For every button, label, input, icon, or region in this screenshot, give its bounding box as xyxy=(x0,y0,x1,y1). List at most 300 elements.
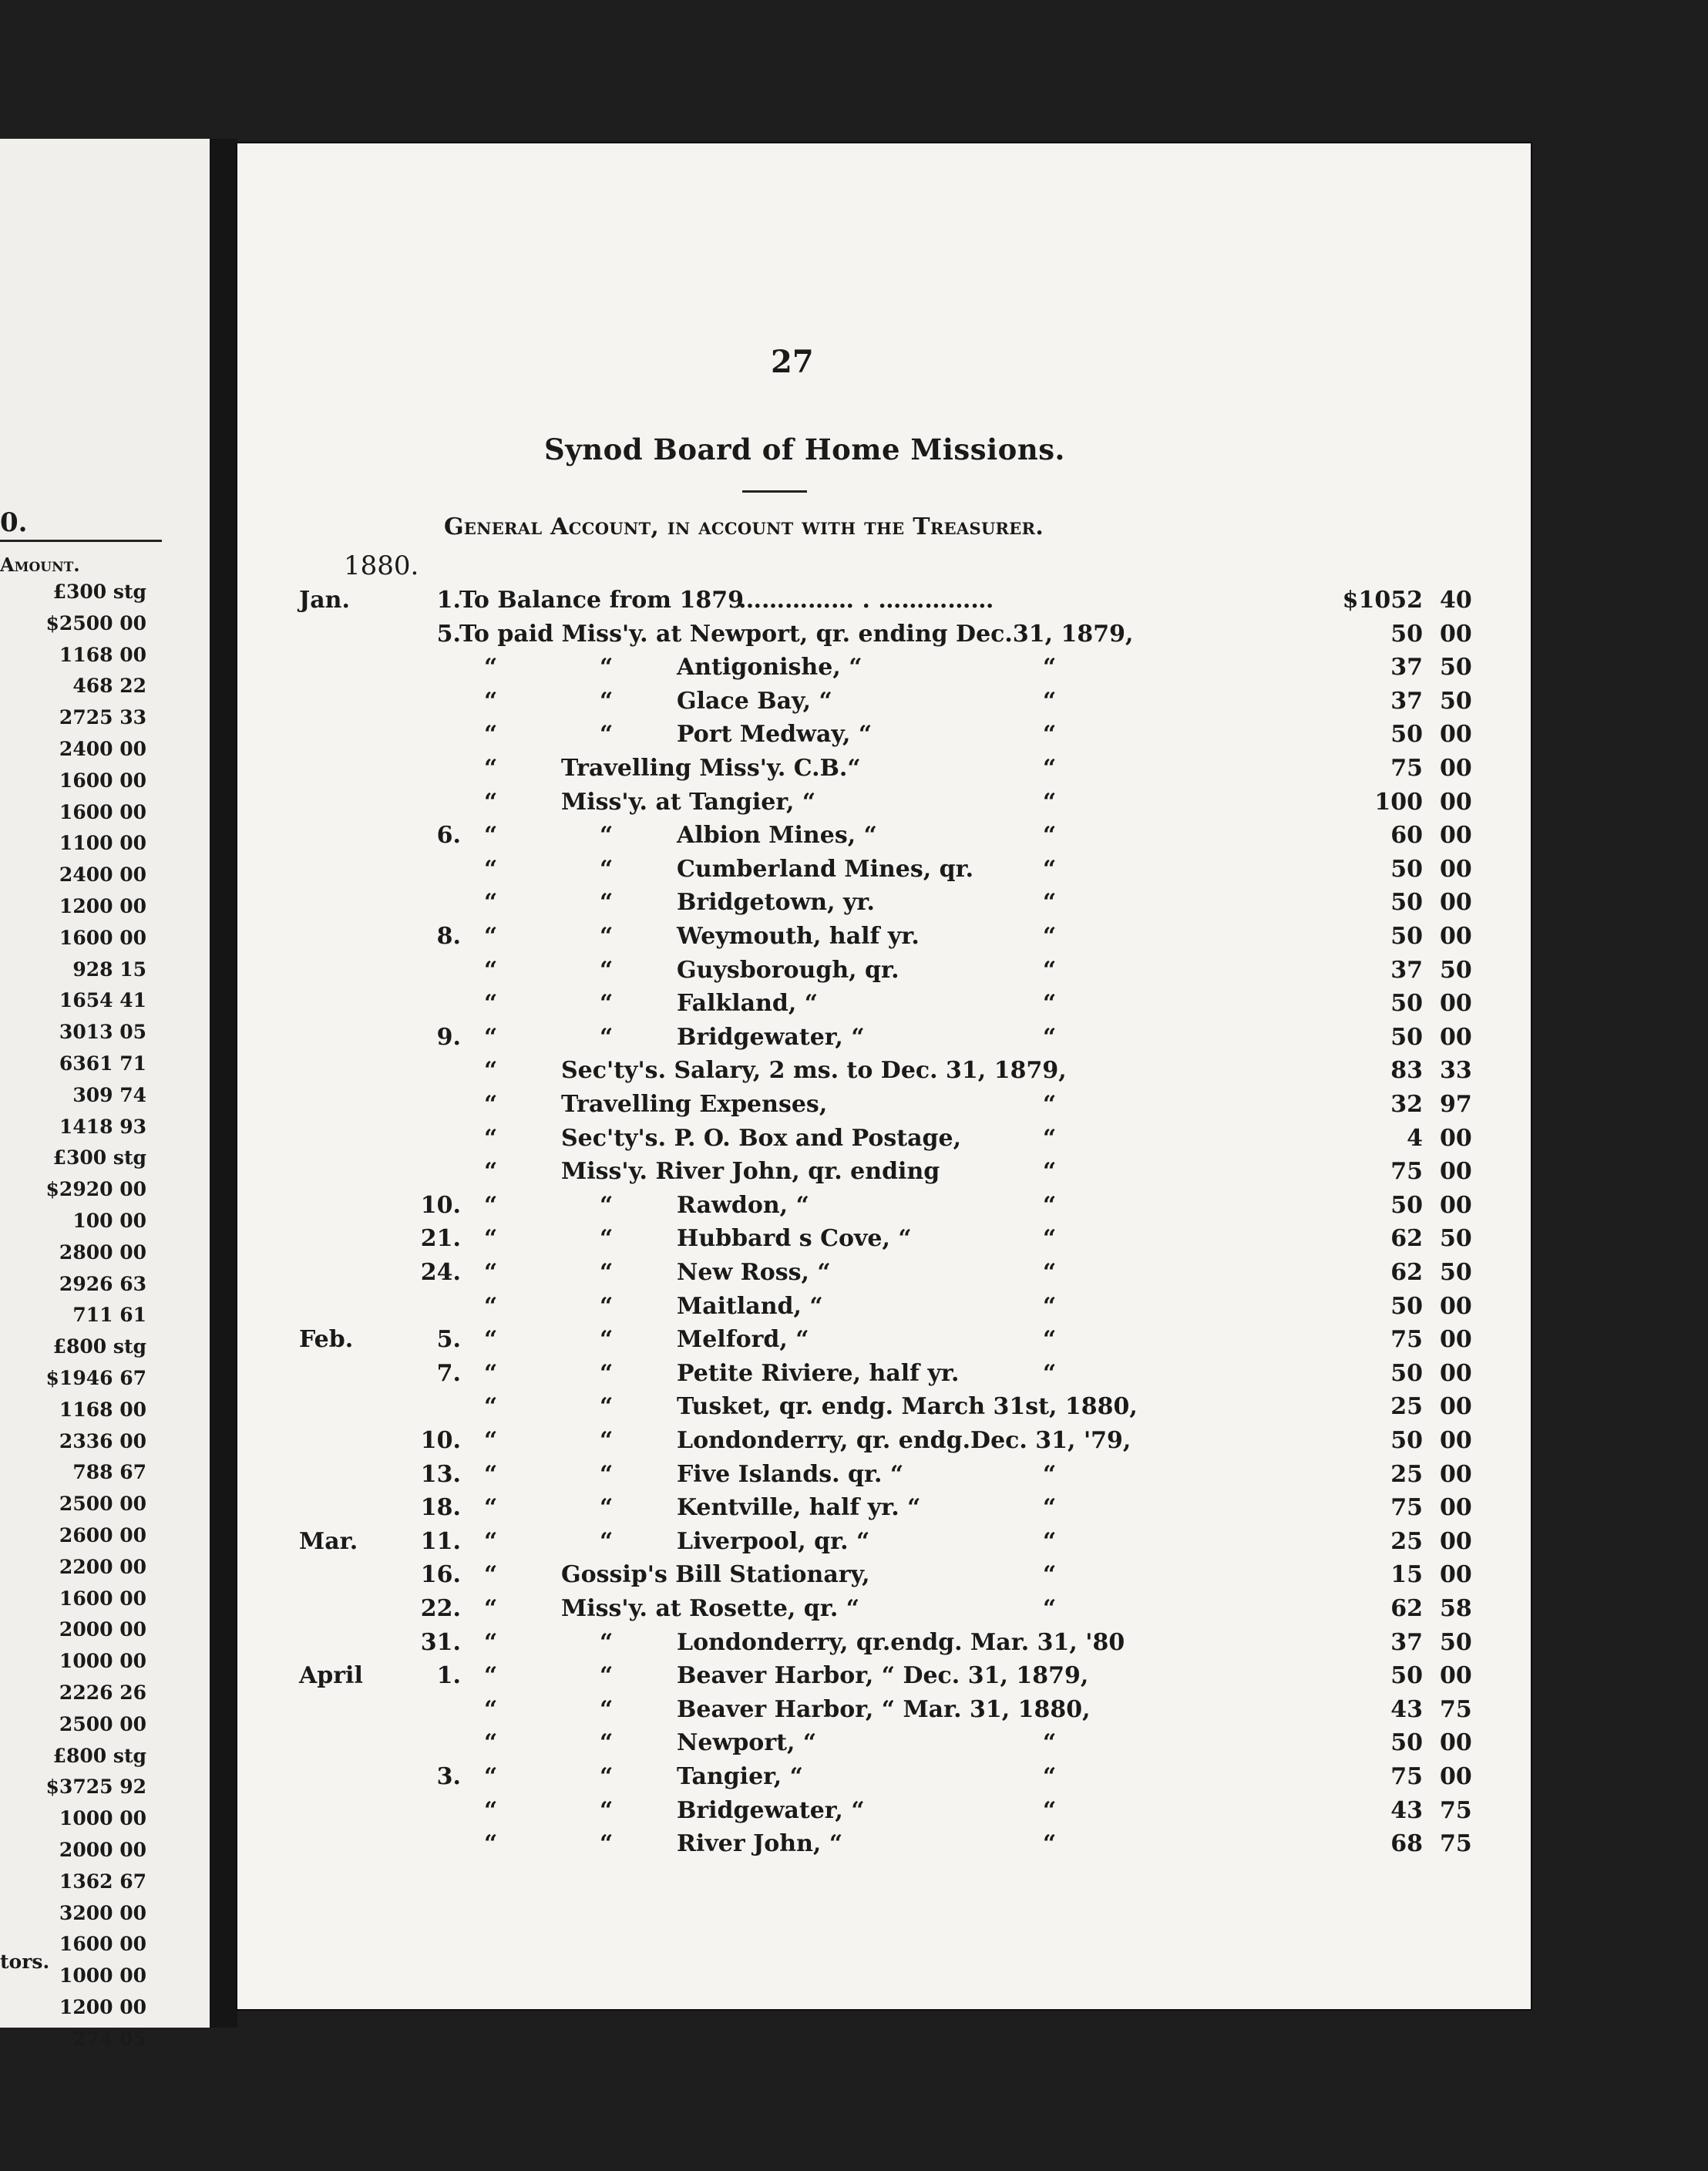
entry-day: 10. xyxy=(420,1427,461,1454)
entry-description: Miss'y. at Tangier, “ xyxy=(561,788,816,816)
ditto-mark: “ xyxy=(1043,687,1057,715)
amount-cents: 00 xyxy=(1440,755,1472,782)
ditto-mark: “ xyxy=(1043,721,1057,749)
entry-description: Londonderry, qr.endg. Mar. 31, '80 xyxy=(677,1628,1125,1656)
entry-month: April xyxy=(299,1662,363,1690)
ditto-mark: “ xyxy=(484,1527,498,1555)
ledger-row xyxy=(237,1729,1531,1762)
entry-day: 18. xyxy=(420,1494,461,1522)
amount-dollars: $1052 xyxy=(1342,587,1423,614)
left-page-amount: 1200 00 xyxy=(59,1996,146,2018)
left-page-amount: 711 61 xyxy=(72,1304,146,1327)
ledger-row xyxy=(237,1696,1531,1728)
ledger-row xyxy=(237,1595,1531,1627)
ditto-mark: “ xyxy=(600,654,614,682)
amount-dollars: 75 xyxy=(1390,755,1423,782)
entry-description: Beaver Harbor, “ Dec. 31, 1879, xyxy=(677,1662,1089,1690)
left-page-amount: $2920 00 xyxy=(45,1178,146,1201)
ditto-mark: “ xyxy=(1043,990,1057,1018)
left-page-amount: 928 15 xyxy=(72,958,146,981)
ditto-mark: “ xyxy=(1043,1494,1057,1522)
ditto-mark: “ xyxy=(484,822,498,850)
ditto-mark: “ xyxy=(484,1494,498,1522)
ditto-mark: “ xyxy=(484,1695,498,1723)
left-page-amount: 1200 00 xyxy=(59,895,146,917)
entry-description: River John, “ xyxy=(677,1830,843,1858)
left-page-amount: £800 stg xyxy=(52,1744,146,1767)
amount-cents: 00 xyxy=(1440,721,1472,749)
ditto-mark: “ xyxy=(484,721,498,749)
ditto-mark: “ xyxy=(600,1527,614,1555)
ledger-row xyxy=(237,1225,1531,1257)
amount-cents: 00 xyxy=(1440,1191,1472,1219)
ledger-row xyxy=(237,755,1531,787)
entry-description: Sec'ty's. P. O. Box and Postage, xyxy=(561,1124,962,1152)
amount-dollars: 25 xyxy=(1390,1527,1423,1555)
ditto-mark: “ xyxy=(1043,1763,1057,1790)
entry-description: Hubbard s Cove, “ xyxy=(677,1225,912,1253)
entry-day: 5. xyxy=(436,1326,461,1354)
ditto-mark: “ xyxy=(484,1191,498,1219)
left-page-amount: 2000 00 xyxy=(59,1618,146,1641)
left-page-amount: 2500 00 xyxy=(59,1712,146,1735)
ledger-row xyxy=(237,1057,1531,1089)
ledger-row xyxy=(237,1393,1531,1425)
ditto-mark: “ xyxy=(484,855,498,883)
amount-cents: 97 xyxy=(1440,1091,1472,1118)
amount-cents: 00 xyxy=(1440,1124,1472,1152)
ditto-mark: “ xyxy=(484,1124,498,1152)
amount-dollars: 32 xyxy=(1390,1091,1423,1118)
ditto-mark: “ xyxy=(1043,956,1057,984)
book-gutter xyxy=(210,139,237,2028)
ledger-row xyxy=(237,856,1531,888)
ditto-mark: “ xyxy=(484,1259,498,1286)
ditto-mark: “ xyxy=(484,788,498,816)
entry-description: Petite Riviere, half yr. xyxy=(677,1359,960,1387)
ditto-mark: “ xyxy=(1043,1729,1057,1757)
left-page-amount: 2600 00 xyxy=(59,1524,146,1547)
ditto-mark: “ xyxy=(484,1830,498,1858)
ditto-mark: “ xyxy=(484,1393,498,1421)
amount-cents: 00 xyxy=(1440,788,1472,816)
amount-cents: 00 xyxy=(1440,822,1472,850)
left-page-amount: $1946 67 xyxy=(45,1367,146,1389)
ledger-row xyxy=(237,721,1531,753)
ditto-mark: “ xyxy=(484,1158,498,1186)
page-number: 27 xyxy=(771,344,814,380)
ditto-mark: “ xyxy=(484,956,498,984)
amount-dollars: 62 xyxy=(1390,1225,1423,1253)
amount-cents: 00 xyxy=(1440,855,1472,883)
entry-day: 21. xyxy=(420,1225,461,1253)
left-page-amount: 2200 00 xyxy=(59,1555,146,1578)
ditto-mark: “ xyxy=(484,1023,498,1051)
amount-dollars: 50 xyxy=(1390,1427,1423,1454)
entry-text: To paid Miss'y. at Newport, qr. ending Dec.31, 1879, xyxy=(459,620,1134,648)
ditto-mark: “ xyxy=(600,1695,614,1723)
left-page-amount: 3200 00 xyxy=(59,1901,146,1924)
amount-cents: 75 xyxy=(1440,1830,1472,1858)
ditto-mark: “ xyxy=(1043,788,1057,816)
amount-dollars: 60 xyxy=(1390,822,1423,850)
entry-day: 1. xyxy=(436,1662,461,1690)
ditto-mark: “ xyxy=(600,822,614,850)
entry-description: Bridgewater, “ xyxy=(677,1796,865,1824)
ditto-mark: “ xyxy=(484,687,498,715)
ditto-mark: “ xyxy=(600,1191,614,1219)
page xyxy=(237,143,1531,2009)
amount-cents: 50 xyxy=(1440,1225,1472,1253)
left-page-amount: 1418 93 xyxy=(59,1115,146,1138)
amount-dollars: 62 xyxy=(1390,1259,1423,1286)
amount-dollars: 25 xyxy=(1390,1460,1423,1488)
ditto-mark: “ xyxy=(1043,1561,1057,1589)
ditto-mark: “ xyxy=(600,956,614,984)
entry-description: Gossip's Bill Stationary, xyxy=(561,1561,870,1589)
left-page-amount: 1600 00 xyxy=(59,769,146,792)
ditto-mark: “ xyxy=(600,1292,614,1320)
ledger-row xyxy=(237,1125,1531,1157)
amount-cents: 50 xyxy=(1440,687,1472,715)
amount-dollars: 50 xyxy=(1390,1662,1423,1690)
left-page-amount: 1600 00 xyxy=(59,800,146,823)
amount-cents: 00 xyxy=(1440,1023,1472,1051)
ditto-mark: “ xyxy=(600,1359,614,1387)
entry-day: 31. xyxy=(420,1628,461,1656)
entry-description: Londonderry, qr. endg.Dec. 31, '79, xyxy=(677,1427,1131,1454)
entry-day: 22. xyxy=(420,1595,461,1622)
amount-cents: 00 xyxy=(1440,889,1472,917)
amount-dollars: 4 xyxy=(1407,1124,1423,1152)
amount-dollars: 37 xyxy=(1390,654,1423,682)
left-page-fragment xyxy=(0,139,210,2050)
ditto-mark: “ xyxy=(1043,855,1057,883)
left-page-amount: 1000 00 xyxy=(59,1964,146,1988)
ditto-mark: “ xyxy=(484,1057,498,1085)
amount-dollars: 50 xyxy=(1390,1023,1423,1051)
amount-dollars: 50 xyxy=(1390,1191,1423,1219)
ditto-mark: “ xyxy=(1043,1023,1057,1051)
ledger-row xyxy=(237,789,1531,821)
entry-description: Weymouth, half yr. xyxy=(677,923,920,950)
left-page-amount: 2400 00 xyxy=(59,863,146,887)
ledger-row xyxy=(237,889,1531,921)
amount-cents: 50 xyxy=(1440,654,1472,682)
amount-cents: 00 xyxy=(1440,1494,1472,1522)
left-page-amount: 788 67 xyxy=(72,1461,146,1484)
entry-description: Glace Bay, “ xyxy=(677,687,832,715)
ditto-mark: “ xyxy=(1043,1158,1057,1186)
amount-cents: 00 xyxy=(1440,1460,1472,1488)
ditto-mark: “ xyxy=(600,687,614,715)
ledger-row xyxy=(237,1293,1531,1325)
entry-description: New Ross, “ xyxy=(677,1259,831,1286)
entry-description: Tangier, “ xyxy=(677,1763,803,1790)
amount-dollars: 83 xyxy=(1390,1057,1423,1085)
ditto-mark: “ xyxy=(1043,889,1057,917)
amount-cents: 00 xyxy=(1440,1292,1472,1320)
ditto-mark: “ xyxy=(600,1628,614,1656)
entry-text: To Balance from 1879 xyxy=(459,587,744,614)
amount-dollars: 75 xyxy=(1390,1326,1423,1354)
ditto-mark: “ xyxy=(484,1763,498,1790)
amount-dollars: 50 xyxy=(1390,1359,1423,1387)
amount-dollars: 15 xyxy=(1390,1561,1423,1589)
entry-day: 9. xyxy=(436,1023,461,1051)
amount-cents: 00 xyxy=(1440,1527,1472,1555)
amount-cents: 40 xyxy=(1440,587,1472,614)
amount-cents: 00 xyxy=(1440,1427,1472,1454)
ledger-row xyxy=(237,1561,1531,1594)
entry-month: Mar. xyxy=(299,1527,358,1555)
ledger-row xyxy=(237,1797,1531,1829)
entry-description: Miss'y. River John, qr. ending xyxy=(561,1158,940,1186)
ditto-mark: “ xyxy=(484,1796,498,1824)
entry-description: Travelling Miss'y. C.B.“ xyxy=(561,755,861,782)
ditto-mark: “ xyxy=(484,1628,498,1656)
left-page-amount: 2725 33 xyxy=(59,706,146,729)
entry-description: Tusket, qr. endg. March 31st, 1880, xyxy=(677,1393,1138,1421)
left-page-amount: 1168 00 xyxy=(59,643,146,666)
ledger-row xyxy=(237,1763,1531,1796)
ditto-mark: “ xyxy=(484,923,498,950)
ditto-mark: “ xyxy=(484,1662,498,1690)
ditto-mark: “ xyxy=(600,1023,614,1051)
ditto-mark: “ xyxy=(600,1796,614,1824)
ledger-row xyxy=(237,822,1531,854)
amount-dollars: 37 xyxy=(1390,956,1423,984)
entry-month: Feb. xyxy=(299,1326,354,1354)
amount-dollars: 75 xyxy=(1390,1158,1423,1186)
amount-cents: 50 xyxy=(1440,956,1472,984)
entry-day: 13. xyxy=(420,1460,461,1488)
amount-dollars: 62 xyxy=(1390,1595,1423,1622)
amount-cents: 00 xyxy=(1440,990,1472,1018)
amount-cents: 00 xyxy=(1440,1158,1472,1186)
left-page-amount: 1000 00 xyxy=(59,1650,146,1673)
amount-dollars: 43 xyxy=(1390,1695,1423,1723)
amount-cents: 00 xyxy=(1440,1326,1472,1354)
ledger-row xyxy=(237,1461,1531,1493)
ledger-row xyxy=(237,1662,1531,1695)
ditto-mark: “ xyxy=(600,1494,614,1522)
ditto-mark: “ xyxy=(1043,654,1057,682)
ditto-mark: “ xyxy=(600,1427,614,1454)
amount-dollars: 50 xyxy=(1390,990,1423,1018)
ledger-row xyxy=(237,1259,1531,1291)
entry-description: Maitland, “ xyxy=(677,1292,823,1320)
entry-day: 3. xyxy=(436,1763,461,1790)
left-page-amount: 1100 00 xyxy=(59,832,146,855)
entry-day: 11. xyxy=(420,1527,461,1555)
left-page-amount: £300 stg xyxy=(52,1146,146,1170)
left-page-amount: 1600 00 xyxy=(59,1933,146,1956)
entry-day: 5. xyxy=(436,620,461,648)
entry-day: 1. xyxy=(436,587,461,614)
left-page-amount: 100 00 xyxy=(72,1210,146,1232)
ditto-mark: “ xyxy=(600,889,614,917)
left-page-amount: 6361 71 xyxy=(59,1052,146,1075)
amount-dollars: 50 xyxy=(1390,855,1423,883)
account-heading: General Account, in account with the Treasurer. xyxy=(444,513,1044,540)
ledger-row xyxy=(237,1091,1531,1123)
entry-description: Newport, “ xyxy=(677,1729,817,1757)
ditto-mark: “ xyxy=(484,1427,498,1454)
ditto-mark: “ xyxy=(1043,1595,1057,1622)
left-page-amount: 2926 63 xyxy=(59,1272,146,1295)
amount-dollars: 37 xyxy=(1390,687,1423,715)
ledger-row xyxy=(237,1427,1531,1459)
year-label: 1880. xyxy=(344,550,419,581)
ledger-row xyxy=(237,1192,1531,1224)
ditto-mark: “ xyxy=(1043,1124,1057,1152)
ditto-mark: “ xyxy=(600,855,614,883)
left-page-header-number: 0. xyxy=(0,507,28,538)
entry-description: Miss'y. at Rosette, qr. “ xyxy=(561,1595,859,1622)
ditto-mark: “ xyxy=(484,755,498,782)
amount-dollars: 50 xyxy=(1390,923,1423,950)
ditto-mark: “ xyxy=(1043,1191,1057,1219)
ditto-mark: “ xyxy=(1043,822,1057,850)
amount-cents: 00 xyxy=(1440,1662,1472,1690)
ditto-mark: “ xyxy=(1043,1326,1057,1354)
ditto-mark: “ xyxy=(600,990,614,1018)
ledger-row xyxy=(237,654,1531,686)
left-page-amount: 1000 00 xyxy=(59,1807,146,1830)
amount-dollars: 50 xyxy=(1390,1292,1423,1320)
entry-description: Guysborough, qr. xyxy=(677,956,899,984)
ledger-row xyxy=(237,990,1531,1022)
ditto-mark: “ xyxy=(600,1830,614,1858)
ditto-mark: “ xyxy=(1043,1460,1057,1488)
ditto-mark: “ xyxy=(484,1561,498,1589)
amount-cents: 00 xyxy=(1440,1763,1472,1790)
amount-cents: 00 xyxy=(1440,1393,1472,1421)
ditto-mark: “ xyxy=(484,990,498,1018)
left-page-amount: 1362 67 xyxy=(59,1870,146,1893)
ditto-mark: “ xyxy=(600,1662,614,1690)
entry-description: …………… . …………… xyxy=(738,587,994,614)
entry-description: Melford, “ xyxy=(677,1326,809,1354)
ditto-mark: “ xyxy=(600,1225,614,1253)
left-page-amount-header: Amount. xyxy=(0,554,80,576)
ledger-row xyxy=(237,957,1531,989)
ditto-mark: “ xyxy=(484,1225,498,1253)
ledger-row xyxy=(237,1830,1531,1863)
amount-cents: 58 xyxy=(1440,1595,1472,1622)
amount-dollars: 50 xyxy=(1390,1729,1423,1757)
left-page-amount: 274 05 xyxy=(72,2027,146,2050)
amount-cents: 75 xyxy=(1440,1796,1472,1824)
amount-dollars: 50 xyxy=(1390,620,1423,648)
ditto-mark: “ xyxy=(600,1729,614,1757)
amount-dollars: 75 xyxy=(1390,1494,1423,1522)
ledger-row xyxy=(237,1326,1531,1358)
ditto-mark: “ xyxy=(484,1729,498,1757)
ditto-mark: “ xyxy=(484,1326,498,1354)
ditto-mark: “ xyxy=(484,1091,498,1118)
left-page-amount: 2336 00 xyxy=(59,1429,146,1452)
ditto-mark: “ xyxy=(600,1460,614,1488)
amount-dollars: 75 xyxy=(1390,1763,1423,1790)
left-page-amount: 1600 00 xyxy=(59,926,146,949)
ledger-row xyxy=(237,621,1531,653)
amount-cents: 33 xyxy=(1440,1057,1472,1085)
amount-cents: 00 xyxy=(1440,1561,1472,1589)
ledger-row xyxy=(237,923,1531,955)
left-page-amount: 2000 00 xyxy=(59,1839,146,1861)
left-page-amount: 3013 05 xyxy=(59,1021,146,1044)
entry-description: Port Medway, “ xyxy=(677,721,872,749)
entry-day: 16. xyxy=(420,1561,461,1589)
entry-day: 24. xyxy=(420,1259,461,1286)
ditto-mark: “ xyxy=(600,1393,614,1421)
ledger-row xyxy=(237,1494,1531,1526)
amount-cents: 00 xyxy=(1440,620,1472,648)
left-page-amount: 468 22 xyxy=(72,675,146,698)
amount-dollars: 68 xyxy=(1390,1830,1423,1858)
amount-dollars: 25 xyxy=(1390,1393,1423,1421)
entry-description: Beaver Harbor, “ Mar. 31, 1880, xyxy=(677,1695,1091,1723)
ditto-mark: “ xyxy=(484,1460,498,1488)
left-page-amount: 2500 00 xyxy=(59,1493,146,1516)
left-page-amount: £800 stg xyxy=(52,1335,146,1358)
left-page-amount: 2226 26 xyxy=(59,1681,146,1704)
left-page-amount: 1654 41 xyxy=(59,989,146,1012)
entry-month: Jan. xyxy=(299,587,350,614)
entry-description: Bridgetown, yr. xyxy=(677,889,875,917)
ledger-row xyxy=(237,1158,1531,1190)
ditto-mark: “ xyxy=(1043,1527,1057,1555)
ditto-mark: “ xyxy=(484,654,498,682)
entry-description: Travelling Expenses, xyxy=(561,1091,828,1118)
amount-cents: 00 xyxy=(1440,1729,1472,1757)
entry-description: Antigonishe, “ xyxy=(677,654,862,682)
entry-day: 8. xyxy=(436,923,461,950)
left-page-amount: 1168 00 xyxy=(59,1398,146,1421)
ditto-mark: “ xyxy=(484,1292,498,1320)
ditto-mark: “ xyxy=(1043,1091,1057,1118)
entry-day: 6. xyxy=(436,822,461,850)
ditto-mark: “ xyxy=(1043,923,1057,950)
ditto-mark: “ xyxy=(484,1595,498,1622)
amount-cents: 50 xyxy=(1440,1628,1472,1656)
entry-day: 10. xyxy=(420,1191,461,1219)
ditto-mark: “ xyxy=(1043,1830,1057,1858)
ditto-mark: “ xyxy=(1043,1225,1057,1253)
amount-cents: 00 xyxy=(1440,1359,1472,1387)
left-page-amount: $3725 92 xyxy=(45,1776,146,1799)
entry-day: 7. xyxy=(436,1359,461,1387)
amount-dollars: 37 xyxy=(1390,1628,1423,1656)
entry-description: Sec'ty's. Salary, 2 ms. to Dec. 31, 1879, xyxy=(561,1057,1067,1085)
amount-dollars: 50 xyxy=(1390,721,1423,749)
page-title: Synod Board of Home Missions. xyxy=(544,433,1065,466)
ditto-mark: “ xyxy=(1043,1292,1057,1320)
left-page-amount: $2500 00 xyxy=(45,611,146,634)
ledger-row xyxy=(237,1629,1531,1661)
ditto-mark: “ xyxy=(1043,1796,1057,1824)
left-page-footer: tors. xyxy=(0,1951,50,1973)
left-page-amount: 2800 00 xyxy=(59,1240,146,1264)
entry-description: Rawdon, “ xyxy=(677,1191,809,1219)
entry-description: Five Islands. qr. “ xyxy=(677,1460,904,1488)
ditto-mark: “ xyxy=(600,923,614,950)
left-page-amount: 309 74 xyxy=(72,1083,146,1106)
entry-description: Liverpool, qr. “ xyxy=(677,1527,870,1555)
entry-description: Cumberland Mines, qr. xyxy=(677,855,974,883)
